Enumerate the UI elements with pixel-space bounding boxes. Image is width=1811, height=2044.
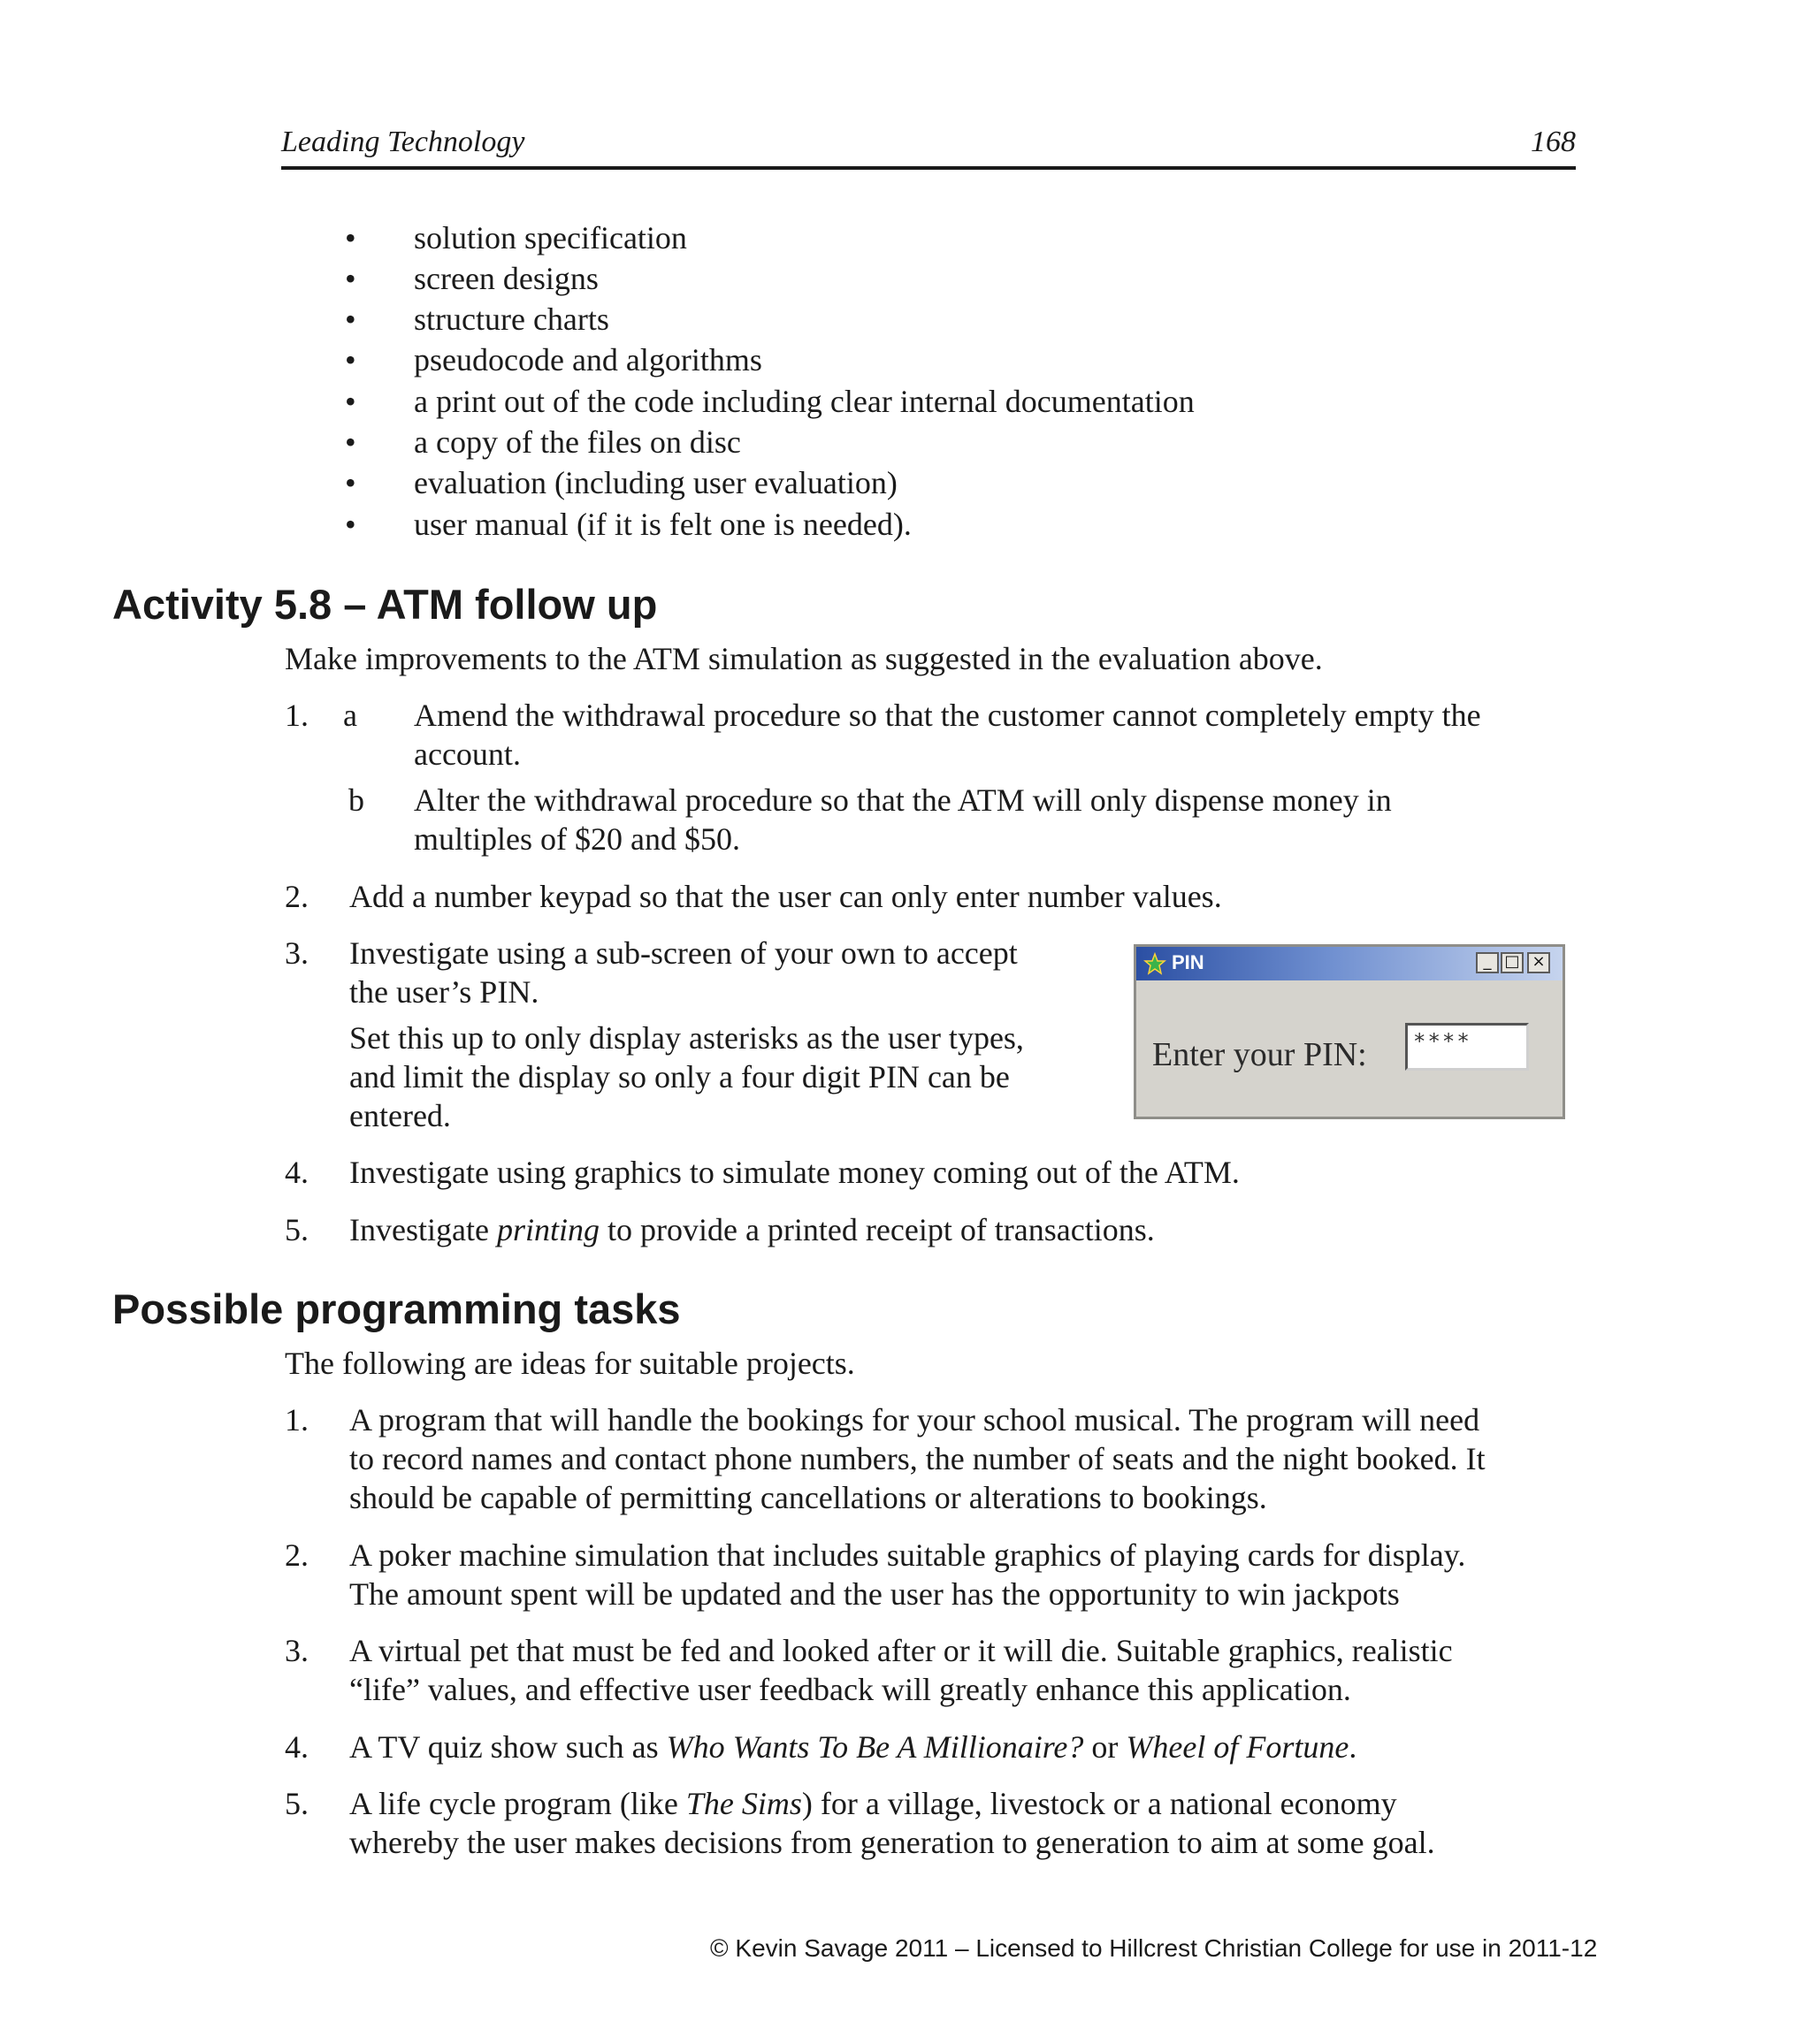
- bullet-icon: •: [345, 301, 356, 337]
- text-line: “life” values, and effective user feedback will greatly enhance this application.: [349, 1672, 1351, 1707]
- text-span: to provide a printed receipt of transactions.: [599, 1212, 1155, 1247]
- emphasis-text: printing: [496, 1212, 600, 1247]
- text-span: ) for a village, livestock or a national economy: [801, 1786, 1397, 1821]
- text-span: A life cycle program (like: [349, 1786, 686, 1821]
- tasks-intro: The following are ideas for suitable projects.: [285, 1346, 855, 1381]
- item-number: 4.: [285, 1729, 309, 1765]
- text-line: whereby the user makes decisions from generation to generation to aim at some goal.: [349, 1825, 1435, 1860]
- pin-input[interactable]: ****: [1405, 1023, 1529, 1071]
- text-line: A program that will handle the bookings for your school musical. The program will need: [349, 1402, 1480, 1438]
- emphasis-text: The Sims: [685, 1786, 802, 1821]
- text-line: Alter the withdrawal procedure so that the ATM will only dispense money in: [414, 782, 1392, 818]
- text-line: account.: [414, 736, 521, 772]
- copyright-footer: © Kevin Savage 2011 – Licensed to Hillcrest Christian College for use in 2011-12: [710, 1934, 1598, 1962]
- text-line: A virtual pet that must be fed and looked after or it will die. Suitable graphics, realistic: [349, 1633, 1453, 1668]
- text-line: Investigate using a sub-screen of your own to accept: [349, 935, 1018, 971]
- minimize-button[interactable]: _: [1476, 952, 1499, 973]
- task-item-2: [349, 1536, 1465, 1613]
- pin-dialog-title: PIN: [1172, 951, 1204, 973]
- bullet-icon: •: [345, 384, 356, 419]
- text-line: multiples of $20 and $50.: [414, 821, 740, 857]
- list-item-text: pseudocode and algorithms: [414, 342, 762, 378]
- list-item-text: screen designs: [414, 261, 599, 296]
- bullet-icon: •: [345, 424, 356, 460]
- emphasis-text: Who Wants To Be A Millionaire?: [666, 1729, 1084, 1765]
- text-line: the user’s PIN.: [349, 974, 539, 1010]
- sub-item-label: a: [343, 698, 357, 733]
- activity-intro: Make improvements to the ATM simulation as suggested in the evaluation above.: [285, 641, 1323, 676]
- text-line: and limit the display so only a four digit PIN can be: [349, 1059, 1010, 1094]
- activity-item-5: [349, 1210, 1155, 1249]
- sub-item-label: b: [348, 782, 364, 818]
- task-item-4: [349, 1727, 1356, 1766]
- task-item-3: [349, 1631, 1453, 1709]
- item-number: 5.: [285, 1212, 309, 1247]
- bullet-icon: •: [345, 507, 356, 542]
- text-line: to record names and contact phone numbers, the number of seats and the night booked. It: [349, 1441, 1486, 1476]
- activity-item-2: Add a number keypad so that the user can only enter number values.: [349, 879, 1222, 914]
- item-number: 2.: [285, 1537, 309, 1573]
- bullet-icon: •: [345, 465, 356, 500]
- pin-dialog: [1134, 944, 1565, 1119]
- item-number: 5.: [285, 1786, 309, 1821]
- activity-item-1a: [414, 696, 1481, 774]
- maximize-button[interactable]: □: [1501, 952, 1524, 973]
- emphasis-text: Wheel of Fortune: [1126, 1729, 1349, 1765]
- item-number: 3.: [285, 1633, 309, 1668]
- bullet-icon: •: [345, 261, 356, 296]
- text-line: Amend the withdrawal procedure so that the customer cannot completely empty the: [414, 698, 1481, 733]
- app-icon: [1143, 952, 1166, 975]
- list-item-text: a copy of the files on disc: [414, 424, 741, 460]
- text-span: .: [1349, 1729, 1357, 1765]
- activity-item-3: [349, 934, 1024, 1135]
- item-number: 1.: [285, 1402, 309, 1438]
- list-item-text: user manual (if it is felt one is needed).: [414, 507, 912, 542]
- list-item-text: evaluation (including user evaluation): [414, 465, 898, 500]
- item-number: 3.: [285, 935, 309, 971]
- page-number: 168: [1531, 126, 1576, 158]
- close-button[interactable]: ×: [1527, 952, 1550, 973]
- text-line: The amount spent will be updated and the user has the opportunity to win jackpots: [349, 1576, 1400, 1612]
- running-header: [281, 124, 1576, 170]
- text-line: should be capable of permitting cancellations or alterations to bookings.: [349, 1480, 1267, 1515]
- text-line: A poker machine simulation that includes suitable graphics of playing cards for display.: [349, 1537, 1466, 1573]
- activity-item-1b: [414, 781, 1392, 858]
- task-item-1: [349, 1400, 1486, 1517]
- text-span: A TV quiz show such as: [349, 1729, 667, 1765]
- activity-item-4: Investigate using graphics to simulate money coming out of the ATM.: [349, 1155, 1240, 1190]
- tasks-heading: Possible programming tasks: [112, 1285, 681, 1332]
- list-item-text: solution specification: [414, 220, 687, 256]
- task-item-5: [349, 1784, 1435, 1862]
- text-line: Set this up to only display asterisks as the user types,: [349, 1020, 1024, 1056]
- pin-dialog-titlebar: [1136, 947, 1563, 980]
- book-title: Leading Technology: [281, 126, 525, 158]
- item-number: 2.: [285, 879, 309, 914]
- text-span: Investigate: [349, 1212, 497, 1247]
- bullet-icon: •: [345, 342, 356, 378]
- bullet-icon: •: [345, 220, 356, 256]
- list-item-text: a print out of the code including clear internal documentation: [414, 384, 1195, 419]
- list-item-text: structure charts: [414, 301, 609, 337]
- item-number: 4.: [285, 1155, 309, 1190]
- text-span: or: [1083, 1729, 1127, 1765]
- activity-heading: Activity 5.8 – ATM follow up: [112, 581, 658, 628]
- pin-label: Enter your PIN:: [1152, 1036, 1367, 1073]
- item-number: 1.: [285, 698, 309, 733]
- text-line: [349, 1784, 1435, 1823]
- text-line: entered.: [349, 1098, 451, 1133]
